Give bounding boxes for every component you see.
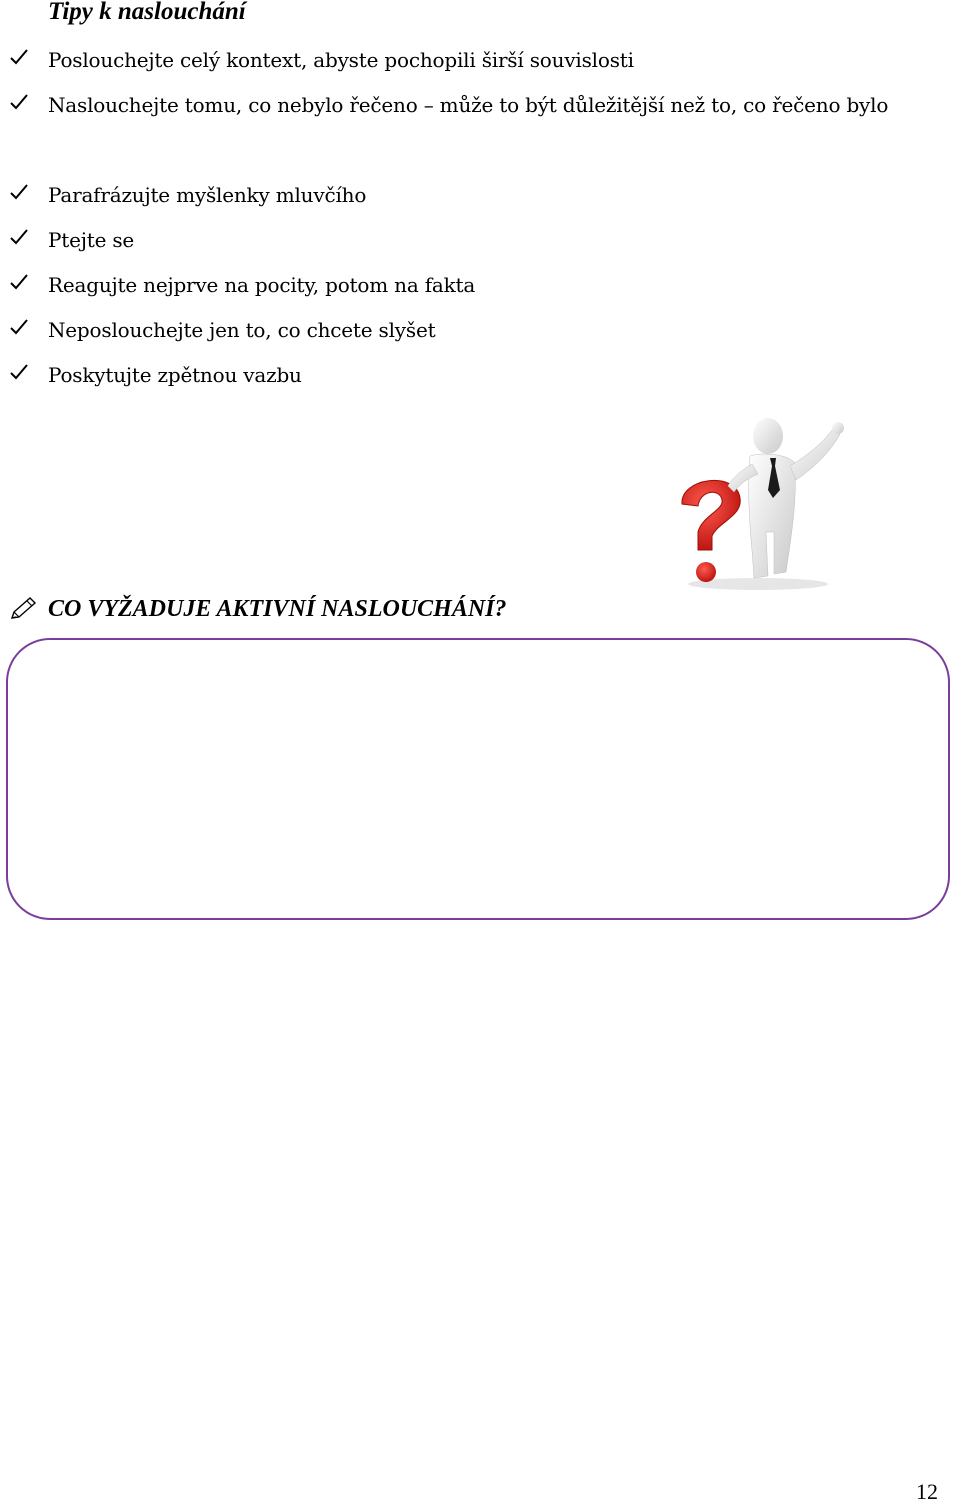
tip-text: Reagujte nejprve na pocity, potom na fakta [48, 273, 476, 297]
figure-with-question-mark-illustration [666, 412, 852, 592]
list-item [0, 38, 960, 83]
tips-list [0, 38, 960, 398]
check-icon [8, 181, 30, 203]
question-row [0, 590, 960, 630]
page-number: 12 [916, 1479, 938, 1504]
tip-text: Naslouchejte tomu, co nebylo řečeno – může to být důležitější než to, co řečeno bylo [48, 93, 889, 117]
tip-text: Parafrázujte myšlenky mluvčího [48, 183, 367, 207]
list-item [0, 263, 960, 308]
check-icon [8, 91, 30, 113]
list-item [0, 308, 960, 353]
list-item [0, 173, 960, 218]
check-icon [8, 316, 30, 338]
section-heading: Tipy k naslouchání [48, 0, 246, 25]
check-icon [8, 361, 30, 383]
check-icon [8, 226, 30, 248]
list-item [0, 218, 960, 263]
answer-box[interactable] [6, 638, 950, 920]
tip-text: Poskytujte zpětnou vazbu [48, 363, 302, 387]
tip-text: Neposlouchejte jen to, co chcete slyšet [48, 318, 436, 342]
tip-text: Poslouchejte celý kontext, abyste pochopili širší souvislosti [48, 48, 634, 72]
check-icon [8, 46, 30, 68]
check-icon [8, 271, 30, 293]
list-item [0, 353, 960, 398]
list-item [0, 83, 960, 173]
tip-text: Ptejte se [48, 228, 135, 252]
pencil-icon [8, 596, 38, 622]
question-heading: CO VYŽADUJE AKTIVNÍ NASLOUCHÁNÍ? [48, 596, 507, 622]
